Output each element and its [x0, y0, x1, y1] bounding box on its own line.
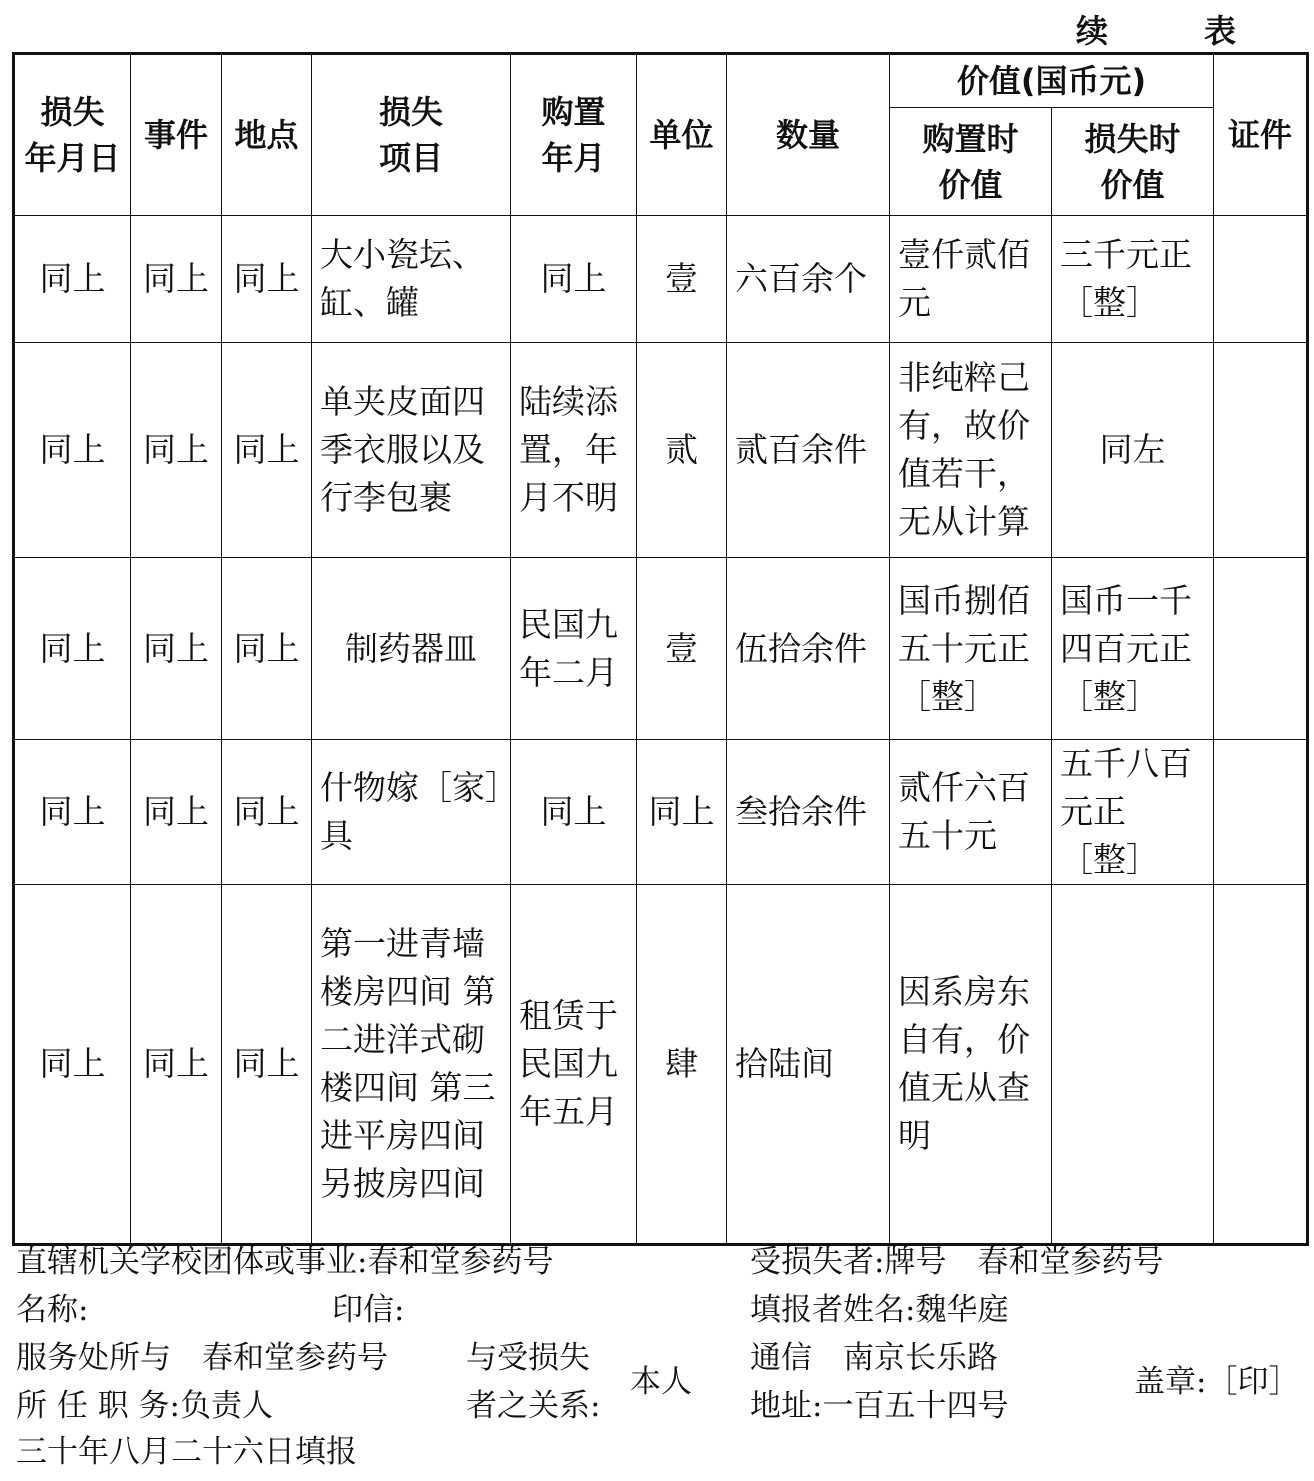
org-line: 直辖机关学校团体或事业:春和堂参药号 [16, 1244, 554, 1280]
cell-event: 同上 [131, 343, 222, 558]
cell-loss-date: 同上 [14, 216, 131, 343]
cell-event: 同上 [131, 740, 222, 885]
cell-loss-date: 同上 [14, 740, 131, 885]
cell-purchase-date: 租赁于民国九年五月 [511, 885, 637, 1245]
cell-place: 同上 [222, 343, 312, 558]
cell-item: 第一进青墙楼房四间 第二进洋式砌楼四间 第三进平房四间 另披房四间 [312, 885, 511, 1245]
cell-purchase-date: 同上 [511, 740, 637, 885]
cell-certificate [1214, 885, 1308, 1245]
table-row [14, 885, 1308, 1245]
table-row [14, 216, 1308, 343]
header-value-group: 价值(国币元) [890, 54, 1214, 108]
cell-purchase-date: 陆续添置，年月不明 [511, 343, 637, 558]
cell-event: 同上 [131, 885, 222, 1245]
cell-certificate [1214, 558, 1308, 740]
cell-certificate [1214, 740, 1308, 885]
seal-label: 印信: [332, 1292, 405, 1328]
cell-certificate [1214, 216, 1308, 343]
header-loss-date: 损失 年月日 [14, 54, 131, 216]
cell-value-purchase: 贰仟六百五十元 [890, 740, 1052, 885]
cell-item: 什物嫁［家］具 [312, 740, 511, 885]
cell-unit: 肆 [637, 885, 727, 1245]
cell-quantity: 叁拾余件 [727, 740, 890, 885]
cell-place: 同上 [222, 740, 312, 885]
table-row [14, 343, 1308, 558]
loss-report-table [12, 52, 1309, 1246]
header-unit: 单位 [637, 54, 727, 216]
cell-unit: 同上 [637, 740, 727, 885]
victim-line: 受损失者:牌号 春和堂参药号 [750, 1244, 1164, 1280]
report-footer [16, 1238, 1306, 1478]
address-line: 地址:一百五十四号 [750, 1388, 1009, 1424]
cell-event: 同上 [131, 216, 222, 343]
cell-loss-date: 同上 [14, 885, 131, 1245]
cell-place: 同上 [222, 885, 312, 1245]
cell-quantity: 贰百余件 [727, 343, 890, 558]
cell-value-purchase: 国币捌佰五十元正［整］ [890, 558, 1052, 740]
cell-unit: 贰 [637, 343, 727, 558]
fill-date: 三十年八月二十六日填报 [16, 1434, 357, 1470]
header-item: 损失 项目 [312, 54, 511, 216]
reporter-line: 填报者姓名:魏华庭 [750, 1292, 1009, 1328]
relation-label-2: 者之关系: [466, 1388, 601, 1424]
relation-label-1: 与受损失 [466, 1340, 590, 1376]
cell-value-purchase: 因系房东自有，价值无从查明 [890, 885, 1052, 1245]
cell-loss-date: 同上 [14, 343, 131, 558]
cell-item: 单夹皮面四季衣服以及行李包裹 [312, 343, 511, 558]
cell-value-purchase: 非纯粹己有，故价值若干，无从计算 [890, 343, 1052, 558]
cell-item: 大小瓷坛、缸、罐 [312, 216, 511, 343]
header-purchase-date: 购置 年月 [511, 54, 637, 216]
table-row [14, 740, 1308, 885]
relation-value: 本人 [630, 1364, 692, 1400]
cell-unit: 壹 [637, 558, 727, 740]
cell-loss-date: 同上 [14, 558, 131, 740]
position-line: 所 任 职 务:负责人 [16, 1388, 274, 1424]
header-place: 地点 [222, 54, 312, 216]
cell-quantity: 拾陆间 [727, 885, 890, 1245]
cell-value-purchase: 壹仟贰佰元 [890, 216, 1052, 343]
cell-purchase-date: 同上 [511, 216, 637, 343]
stamp-line: 盖章:［印］ [1134, 1364, 1300, 1400]
cell-item: 制药器皿 [312, 558, 511, 740]
workplace-line: 服务处所与 春和堂参药号 [16, 1340, 388, 1376]
header-value-purchase: 购置时 价值 [890, 108, 1052, 216]
cell-quantity: 六百余个 [727, 216, 890, 343]
cell-unit: 壹 [637, 216, 727, 343]
header-quantity: 数量 [727, 54, 890, 216]
contact-line: 通信 南京长乐路 [750, 1340, 998, 1376]
cell-certificate [1214, 343, 1308, 558]
header-certificate: 证件 [1214, 54, 1308, 216]
header-event: 事件 [131, 54, 222, 216]
cell-place: 同上 [222, 558, 312, 740]
cell-quantity: 伍拾余件 [727, 558, 890, 740]
cell-purchase-date: 民国九年二月 [511, 558, 637, 740]
cell-value-loss: 国币一千四百元正［整］ [1052, 558, 1214, 740]
cell-event: 同上 [131, 558, 222, 740]
header-value-loss: 损失时 价值 [1052, 108, 1214, 216]
cell-place: 同上 [222, 216, 312, 343]
cell-value-loss: 三千元正［整］ [1052, 216, 1214, 343]
cell-value-loss: 同左 [1052, 343, 1214, 558]
name-label: 名称: [16, 1292, 89, 1328]
continued-label: 续 表 [1075, 12, 1268, 50]
cell-value-loss: 五千八百元正［整］ [1052, 740, 1214, 885]
table-row [14, 558, 1308, 740]
cell-value-loss [1052, 885, 1214, 1245]
